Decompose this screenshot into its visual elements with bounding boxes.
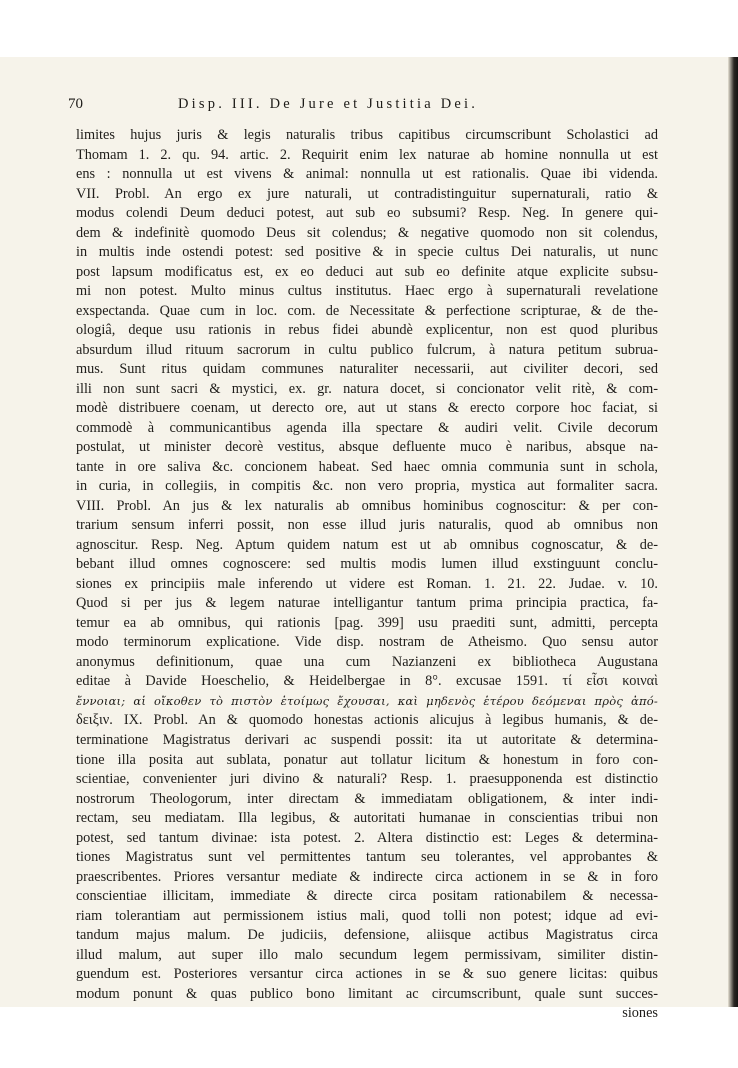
text-line: dem & indefinitè quomodo Deus sit colendus; & negative quomodo non sit colendus,: [76, 224, 658, 241]
text-line: modo terminorum explicatione. Vide disp. nostram de Atheismo. Quo sensu autor: [76, 634, 658, 651]
page-number: 70: [68, 96, 83, 112]
text-line: in multis inde ostendi potest: sed positive & in specie cultus Dei naturalis, ut nunc: [76, 244, 658, 261]
running-title: Disp. III. De Jure et Justitia Dei.: [178, 96, 479, 112]
text-line: modè distribuere coenam, ut derecto ore, aut ut stans & erecto corpore hoc faciat, si: [76, 400, 658, 417]
text-line: δειξιν. IX. Probl. An & quomodo honestas actionis alicujus à legibus humanis, & de-: [76, 712, 658, 729]
text-line: commodè à communicantibus agenda illa spectare & audiri velit. Civile decorum: [76, 419, 658, 436]
text-line: modus colendi Deum deduci potest, aut sub eo subsumi? Resp. Neg. In genere qui-: [76, 205, 658, 222]
text-line: tione illa posita aut sublata, ponatur aut tollatur licitum & honestum in foro con-: [76, 751, 658, 768]
text-line: absurdum illud rituum sacrorum in cultu publico fulcrum, à natura petitum subrua-: [76, 341, 658, 358]
text-line: riam tolerantiam aut permissionem istius mali, quod tolli non potest; idque ad evi-: [76, 907, 658, 924]
text-line: siones ex principiis male inferendo ut videre est Roman. 1. 21. 22. Judae. v. 10.: [76, 575, 658, 592]
text-line: illi non sunt sacri & mystici, ex. gr. natura docet, si concionator velit ritè, & com-: [76, 380, 658, 397]
text-line: guendum est. Posteriores versantur circa actiones in se & suo genere licitas: quibus: [76, 966, 658, 983]
text-line: siones: [622, 1005, 658, 1022]
text-line: exspectanda. Quae cum in loc. com. de Necessitate & perfectione scripturae, & de the-: [76, 302, 658, 319]
text-line: mus. Sunt ritus quidam communes naturaliter necessarii, aut civiliter decori, sed: [76, 361, 658, 378]
text-line: VII. Probl. An ergo ex jure naturali, ut contradistinguitur supernaturali, ratio &: [76, 185, 658, 202]
text-line: Quod si per jus & legem naturae intelligantur tantum prima principia practica, fa-: [76, 595, 658, 612]
text-line: bebant illud omnes cognoscere: sed multis modis lumen illud exstinguunt conclu-: [76, 556, 658, 573]
text-line: anonymus definitionum, quae una cum Nazianzeni ex bibliotheca Augustana: [76, 653, 658, 670]
text-line: illud malum, aut super illo malo secundum legem permissivam, similiter distin-: [76, 946, 658, 963]
text-line: limites hujus juris & legis naturalis tribus capitibus circumscribunt Scholastici ad: [76, 127, 658, 143]
book-spine-edge: [728, 57, 738, 1007]
text-line: terminatione Magistratus derivari ac suspendi possit: ita ut autoritate & determina-: [76, 731, 658, 748]
text-line: praescribentes. Priores versantur mediate & indirecte circa actionem in se & in foro: [76, 868, 658, 885]
text-line: in curia, in collegiis, in compitis &c. non vero propria, mystica aut formaliter sacra.: [76, 478, 658, 495]
text-line: tante in ore saliva &c. concionem habeat. Sed haec omnia communia sunt in schola,: [76, 458, 658, 475]
page-header: [68, 96, 668, 118]
body-text: [76, 126, 658, 1024]
text-line: potest, sed tantum divinae: ista potest. 2. Altera distinctio est: Leges & determina-: [76, 829, 658, 846]
text-line: VIII. Probl. An jus & lex naturalis ab omnibus hominibus cognoscitur: & per con-: [76, 497, 658, 514]
text-line: conscientiae illicitam, immediate & directe circa positam rationabilem & necessa-: [76, 888, 658, 905]
text-line: nostrorum Theologorum, inter directam & immediatam obligationem, & inter indi-: [76, 790, 658, 807]
text-line: editae à Davide Hoeschelio, & Heidelbergae in 8°. excusae 1591. τί εἶσι κοιναὶ: [76, 673, 658, 690]
text-line: rectam, seu mediatam. Illa legibus, & autoritati humanae in conscientias tribui non: [76, 810, 658, 827]
text-line: ologiâ, deque usu rationis in rebus fidei abundè explicentur, non est quod pluribus: [76, 322, 658, 339]
text-line: modum ponunt & quas publico bono limitant ac circumscribunt, quale sunt succes-: [76, 985, 658, 1002]
text-line: agnoscitur. Resp. Neg. Aptum quidem natum est ut ab omnibus cognoscatur, & de-: [76, 536, 658, 553]
text-line: temur ea ab omnibus, qui rationis [pag. 399] usu praediti sunt, admitti, percepta: [76, 614, 658, 631]
greek-text-line: ἔννοιαι; αἱ οἴκοθεν τὸ πιστὸν ἑτοίμως ἔχουσαι, καὶ μηδενὸς ἑτέρου δεόμεναι πρὸς ἀπό-: [76, 693, 658, 708]
text-line: scientiae, convenienter juri divino & naturali? Resp. 1. praesupponenda est distinctio: [76, 771, 658, 788]
text-line: tiones Magistratus sunt vel permittentes tantum seu tolerantes, vel approbantes &: [76, 849, 658, 866]
text-line: trarium sensum inferri possit, non esse illud juris naturalis, quod ab omnibus non: [76, 517, 658, 534]
text-line: post lapsum modificatus est, ex eo deduci aut sub eo definite atque explicite subsu-: [76, 263, 658, 280]
text-line: tandum majus malum. De judiciis, defensione, aliisque actibus Magistratus circa: [76, 927, 658, 944]
text-line: Thomam 1. 2. qu. 94. artic. 2. Requirit enim lex naturae ab homine nonnulla ut est: [76, 146, 658, 163]
text-line: ens : nonnulla ut est vivens & animal: nonnulla ut est rationalis. Quae ibi videnda.: [76, 166, 658, 183]
text-line: postulat, ut minister decorè vestitus, absque defluente muco è naribus, absque na-: [76, 439, 658, 456]
text-line: mi non potest. Multo minus cultus institutus. Haec ergo à supernaturali revelatione: [76, 283, 658, 300]
